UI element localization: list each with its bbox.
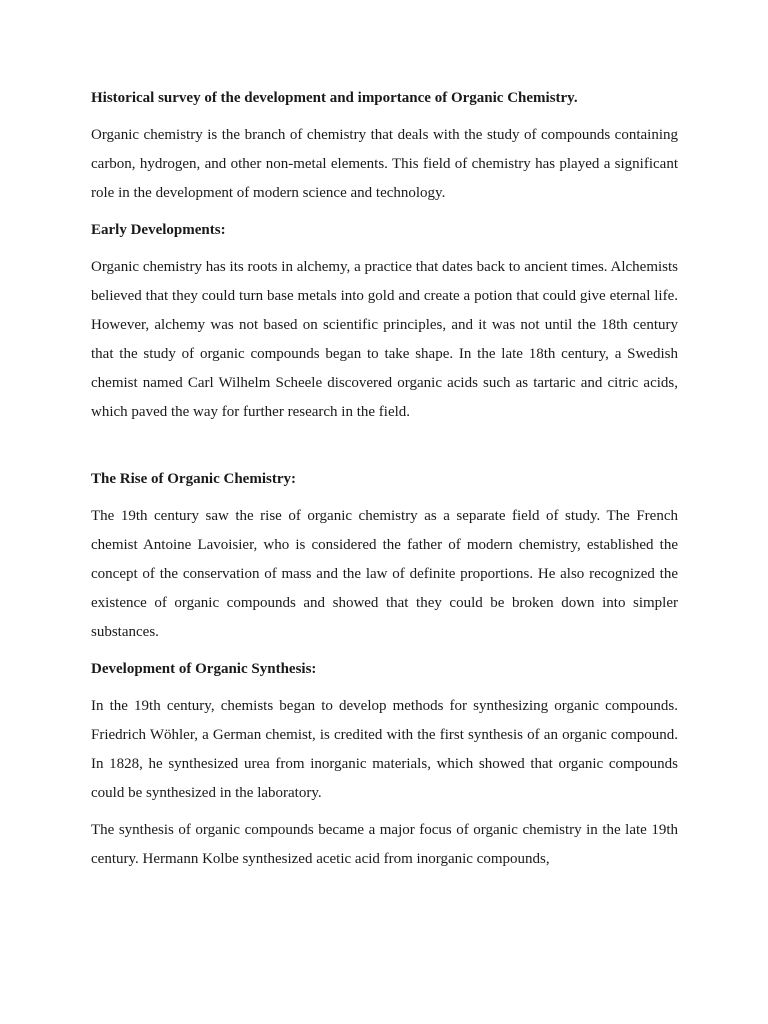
section-heading-organic-synthesis: Development of Organic Synthesis: (91, 661, 317, 677)
early-developments-paragraph: Organic chemistry has its roots in alchemy, a practice that dates back to ancient times. Alchemists believed that they could turn base metals into gold and create a potion that could give eternal life. However, alchemy was not based on scientific principles, and it was not until the 18th century that the study of organic compounds began to take shape. In the late 18th century, a Swedish chemist named Carl Wilhelm Scheele discovered organic acids such as tartaric and citric acids, which paved the way for further research in the field. (91, 259, 678, 420)
document-page (91, 84, 678, 874)
section-heading-rise-of-organic-chemistry: The Rise of Organic Chemistry: (91, 471, 296, 487)
rise-of-organic-chemistry-paragraph: The 19th century saw the rise of organic chemistry as a separate field of study. The French chemist Antoine Lavoisier, who is considered the father of modern chemistry, established the concept of the conservation of mass and the law of definite proportions. He also recognized the existence of organic compounds and showed that they could be broken down into simpler substances. (91, 508, 678, 640)
section-heading-early-developments: Early Developments: (91, 222, 226, 238)
document-title: Historical survey of the development and importance of Organic Chemistry. (91, 90, 578, 106)
organic-synthesis-paragraph-1: In the 19th century, chemists began to develop methods for synthesizing organic compounds. Friedrich Wöhler, a German chemist, is credited with the first synthesis of an organic compound. In 1828, he synthesized urea from inorganic materials, which showed that organic compounds could be synthesized in the laboratory. (91, 698, 678, 801)
intro-paragraph: Organic chemistry is the branch of chemistry that deals with the study of compounds containing carbon, hydrogen, and other non-metal elements. This field of chemistry has played a significant role in the development of modern science and technology. (91, 127, 678, 201)
organic-synthesis-paragraph-2: The synthesis of organic compounds became a major focus of organic chemistry in the late 19th century. Hermann Kolbe synthesized acetic acid from inorganic compounds, (91, 822, 678, 867)
